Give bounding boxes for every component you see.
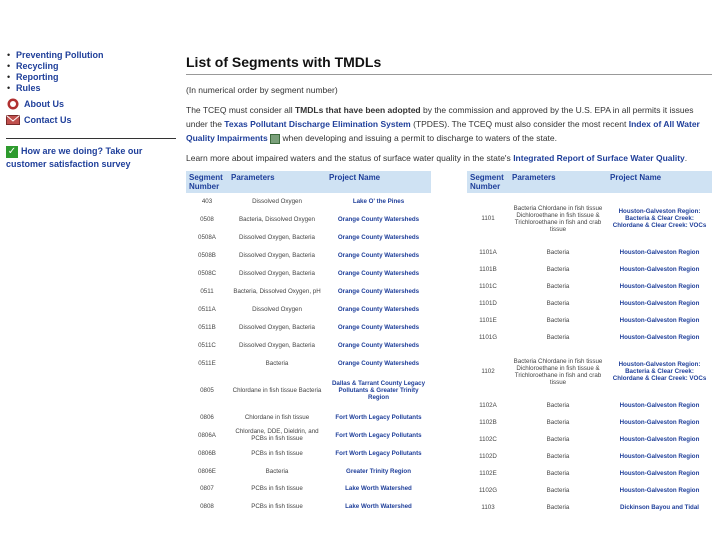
segment-number-cell: 1101D xyxy=(479,300,497,307)
project-name-cell[interactable]: Houston-Galveston Region xyxy=(619,453,700,460)
segments-table-left xyxy=(186,171,431,516)
project-name-cell[interactable]: Houston-Galveston Region xyxy=(619,436,700,443)
nav-link-recycling[interactable]: Recycling xyxy=(16,61,59,71)
table-row xyxy=(467,312,712,329)
survey-lead[interactable]: How are we doing? Take our xyxy=(21,146,143,156)
parameters-cell: PCBs in fish tissue xyxy=(251,485,303,493)
table-row xyxy=(467,414,712,431)
table-row xyxy=(467,448,712,465)
contact-us-link[interactable] xyxy=(6,114,176,126)
project-name-cell[interactable]: Houston-Galveston Region xyxy=(619,300,700,307)
segment-number-cell: 1101B xyxy=(479,266,497,273)
table-row xyxy=(186,337,431,355)
table-row xyxy=(186,283,431,301)
report-text: Learn more about impaired waters and the status of surface water quality in the state's xyxy=(186,153,511,163)
impairments-index-link[interactable]: Index of All Water Quality Impairments xyxy=(186,119,700,143)
segment-number-cell: 0806A xyxy=(198,431,216,439)
segment-number-cell: 0807 xyxy=(200,485,214,493)
parameters-cell: Dissolved Oxygen, Bacteria xyxy=(238,324,315,332)
table-row xyxy=(467,431,712,448)
parameters-cell: Bacteria xyxy=(546,487,570,494)
seal-icon xyxy=(6,98,20,110)
segment-number-cell: 1102C xyxy=(479,436,497,443)
project-name-cell[interactable]: Orange County Watersheds xyxy=(337,252,420,260)
table-row xyxy=(186,372,431,408)
parameters-cell: Bacteria xyxy=(265,467,289,475)
project-name-cell[interactable]: Orange County Watersheds xyxy=(337,341,420,349)
parameters-cell: Bacteria Chlordane in fish tissue Dichloroethane in fish tissue & Trichloroethane in fish and crab tissue xyxy=(513,357,603,386)
project-name-cell[interactable]: Fort Worth Legacy Pollutants xyxy=(335,431,422,439)
col-project-name: Project Name xyxy=(607,171,712,193)
project-name-cell[interactable]: Houston-Galveston Region xyxy=(619,266,700,273)
table-header-row xyxy=(467,171,712,193)
project-name-cell[interactable]: Orange County Watersheds xyxy=(337,359,420,367)
table-row xyxy=(186,498,431,516)
nav-link-reporting[interactable]: Reporting xyxy=(16,72,59,82)
main-content xyxy=(186,50,712,516)
project-name-cell[interactable]: Orange County Watersheds xyxy=(337,234,420,242)
table-row xyxy=(186,462,431,480)
segment-number-cell: 0508B xyxy=(198,252,216,260)
survey-box xyxy=(6,138,176,171)
table-row xyxy=(186,193,431,211)
table-row xyxy=(467,295,712,312)
segment-number-cell: 403 xyxy=(201,198,213,206)
parameters-cell: Bacteria xyxy=(546,334,570,341)
project-name-cell[interactable]: Orange County Watersheds xyxy=(337,324,420,332)
project-name-cell[interactable]: Lake O' the Pines xyxy=(352,198,405,206)
table-row xyxy=(186,211,431,229)
parameters-cell: Bacteria xyxy=(546,283,570,290)
integrated-report-link[interactable]: Integrated Report of Surface Water Quality xyxy=(513,153,685,163)
segment-number-cell: 0806B xyxy=(198,449,216,457)
parameters-cell: Bacteria xyxy=(546,436,570,443)
project-name-cell[interactable]: Lake Worth Watershed xyxy=(345,485,412,493)
survey-link[interactable]: customer satisfaction survey xyxy=(6,159,131,169)
sidebar-item[interactable] xyxy=(16,50,176,61)
page-title: List of Segments with TMDLs xyxy=(186,54,382,70)
segments-table-right xyxy=(467,171,712,516)
col-parameters: Parameters xyxy=(228,171,326,193)
table-row xyxy=(467,193,712,244)
integrated-report-paragraph xyxy=(186,151,712,165)
project-name-cell[interactable]: Orange County Watersheds xyxy=(337,306,420,314)
parameters-cell: Bacteria xyxy=(546,266,570,273)
about-us-label[interactable]: About Us xyxy=(24,99,64,109)
segment-number-cell: 1102E xyxy=(479,470,497,477)
sidebar xyxy=(6,50,176,171)
project-name-cell[interactable]: Houston-Galveston Region xyxy=(619,334,700,341)
segment-number-cell: 0511B xyxy=(198,324,216,332)
checkmark-icon: ✓ xyxy=(7,145,17,157)
tpdes-link[interactable]: Texas Pollutant Discharge Elimination System xyxy=(224,119,411,129)
table-row xyxy=(467,278,712,295)
parameters-cell: PCBs in fish tissue xyxy=(251,503,303,511)
project-name-cell[interactable]: Fort Worth Legacy Pollutants xyxy=(335,413,422,421)
segment-number-cell: 0511E xyxy=(198,359,216,367)
table-row xyxy=(186,301,431,319)
tmdl-tables xyxy=(186,171,712,516)
segment-number-cell: 1101G xyxy=(478,334,498,341)
parameters-cell: Bacteria xyxy=(546,300,570,307)
segment-number-cell: 0511 xyxy=(200,288,214,296)
about-us-link[interactable] xyxy=(6,98,176,110)
segment-number-cell: 1101 xyxy=(481,215,495,222)
intro-paragraph xyxy=(186,103,712,145)
segment-number-cell: 1102D xyxy=(479,453,497,460)
segment-number-cell: 0508 xyxy=(200,216,214,224)
sidebar-item[interactable] xyxy=(16,83,176,94)
table-row xyxy=(467,244,712,261)
parameters-cell: Dissolved Oxygen, Bacteria xyxy=(238,341,315,349)
table-row xyxy=(186,408,431,426)
table-row xyxy=(467,482,712,499)
parameters-cell: Dissolved Oxygen, Bacteria xyxy=(238,270,315,278)
table-row xyxy=(186,354,431,372)
parameters-cell: Bacteria, Dissolved Oxygen xyxy=(238,216,315,224)
subtitle: (In numerical order by segment number) xyxy=(186,85,338,95)
spreadsheet-icon xyxy=(270,134,280,144)
project-name-cell[interactable]: Houston-Galveston Region xyxy=(619,419,700,426)
parameters-cell: Bacteria xyxy=(265,359,289,367)
segment-number-cell: 0511C xyxy=(198,341,216,349)
table-row xyxy=(467,261,712,278)
project-name-cell[interactable]: Houston-Galveston Region xyxy=(619,402,700,409)
nav-link-rules[interactable]: Rules xyxy=(16,83,41,93)
parameters-cell: Dissolved Oxygen xyxy=(252,306,302,314)
tmdl-emphasis: TMDLs that have been adopted xyxy=(294,105,421,115)
parameters-cell: Bacteria xyxy=(546,317,570,324)
nav-link-preventing-pollution[interactable]: Preventing Pollution xyxy=(16,50,104,60)
segment-number-cell: 0511A xyxy=(198,306,216,314)
project-name-cell[interactable]: Dickinson Bayou and Tidal xyxy=(620,504,699,511)
segment-number-cell: 1101A xyxy=(479,249,497,256)
project-name-cell[interactable]: Houston-Galveston Region: Bacteria & Clear Creek: Chlordane & Clear Creek: VOCs xyxy=(612,361,707,382)
col-segment-number: Segment Number xyxy=(467,171,509,193)
segment-number-cell: 0806E xyxy=(198,467,216,475)
sidebar-item[interactable] xyxy=(16,61,176,72)
table-row xyxy=(467,499,712,516)
segment-number-cell: 1102B xyxy=(479,419,497,426)
parameters-cell: Bacteria xyxy=(546,402,570,409)
table-row xyxy=(467,465,712,482)
table-row xyxy=(186,426,431,444)
col-parameters: Parameters xyxy=(509,171,607,193)
parameters-cell: Dissolved Oxygen xyxy=(252,198,302,206)
parameters-cell: Bacteria xyxy=(546,504,570,511)
intro-text: The TCEQ must consider all xyxy=(186,105,293,115)
table-row xyxy=(467,346,712,397)
parameters-cell: Chlordane in fish tissue xyxy=(244,413,310,421)
project-name-cell[interactable]: Houston-Galveston Region: Bacteria & Clear Creek: Chlordane & Clear Creek: VOCs xyxy=(612,208,707,229)
project-name-cell[interactable]: Houston-Galveston Region xyxy=(619,487,700,494)
table-row xyxy=(186,319,431,337)
table-header-row xyxy=(186,171,431,193)
segment-number-cell: 1102A xyxy=(479,402,497,409)
table-row xyxy=(467,397,712,414)
parameters-cell: Chlordane, DDE, Dieldrin, and PCBs in fish tissue xyxy=(235,428,319,443)
project-name-cell[interactable]: Houston-Galveston Region xyxy=(619,317,700,324)
envelope-icon xyxy=(6,114,20,126)
table-row xyxy=(467,329,712,346)
segment-number-cell: 0805 xyxy=(200,386,214,394)
sidebar-nav xyxy=(6,50,176,94)
project-name-cell[interactable]: Greater Trinity Region xyxy=(346,467,411,475)
segment-number-cell: 1103 xyxy=(481,504,495,511)
col-segment-number: Segment Number xyxy=(186,171,228,193)
parameters-cell: Bacteria xyxy=(546,470,570,477)
project-name-cell[interactable]: Houston-Galveston Region xyxy=(619,249,700,256)
parameters-cell: Bacteria Chlordane in fish tissue Dichloroethane in fish tissue & Trichloroethane in fish and crab tissue xyxy=(513,204,603,233)
parameters-cell: Bacteria xyxy=(546,453,570,460)
parameters-cell: Dissolved Oxygen, Bacteria xyxy=(238,252,315,260)
project-name-cell[interactable]: Dallas & Tarrant County Legacy Pollutants & Greater Trinity Region xyxy=(331,379,426,401)
parameters-cell: Bacteria xyxy=(546,419,570,426)
parameters-cell: Bacteria, Dissolved Oxygen, pH xyxy=(233,288,321,296)
segment-number-cell: 0808 xyxy=(200,503,214,511)
table-row xyxy=(186,265,431,283)
table-row xyxy=(186,247,431,265)
table-row xyxy=(186,444,431,462)
table-row xyxy=(186,229,431,247)
segment-number-cell: 0806 xyxy=(200,413,214,421)
parameters-cell: PCBs in fish tissue xyxy=(251,449,303,457)
report-period: . xyxy=(684,153,688,163)
project-name-cell[interactable]: Fort Worth Legacy Pollutants xyxy=(335,449,422,457)
col-project-name: Project Name xyxy=(326,171,431,193)
contact-us-label[interactable]: Contact Us xyxy=(24,115,72,125)
parameters-cell: Chlordane in fish tissue Bacteria xyxy=(232,386,322,394)
project-name-cell[interactable]: Orange County Watersheds xyxy=(337,216,420,224)
segment-number-cell: 0508A xyxy=(198,234,216,242)
project-name-cell[interactable]: Orange County Watersheds xyxy=(337,288,420,296)
parameters-cell: Dissolved Oxygen, Bacteria xyxy=(238,234,315,242)
project-name-cell[interactable]: Orange County Watersheds xyxy=(337,270,420,278)
title-divider xyxy=(186,74,712,75)
segment-number-cell: 0508C xyxy=(197,270,217,278)
project-name-cell[interactable]: Houston-Galveston Region xyxy=(619,283,700,290)
intro-text: by the commission and approved by the U.S. EPA in all permits it issues under the xyxy=(186,105,694,129)
segment-number-cell: 1101E xyxy=(479,317,497,324)
segment-number-cell: 1101C xyxy=(479,283,497,290)
intro-text: (TPDES). The TCEQ must also consider the most recent xyxy=(413,119,627,129)
sidebar-item[interactable] xyxy=(16,72,176,83)
segment-number-cell: 1102 xyxy=(481,368,495,375)
project-name-cell[interactable]: Lake Worth Watershed xyxy=(345,503,412,511)
parameters-cell: Bacteria xyxy=(546,249,570,256)
intro-text: when developing and issuing a permit to discharge to waters of the state. xyxy=(282,133,557,143)
segment-number-cell: 1102G xyxy=(478,487,498,494)
table-row xyxy=(186,480,431,498)
project-name-cell[interactable]: Houston-Galveston Region xyxy=(619,470,700,477)
